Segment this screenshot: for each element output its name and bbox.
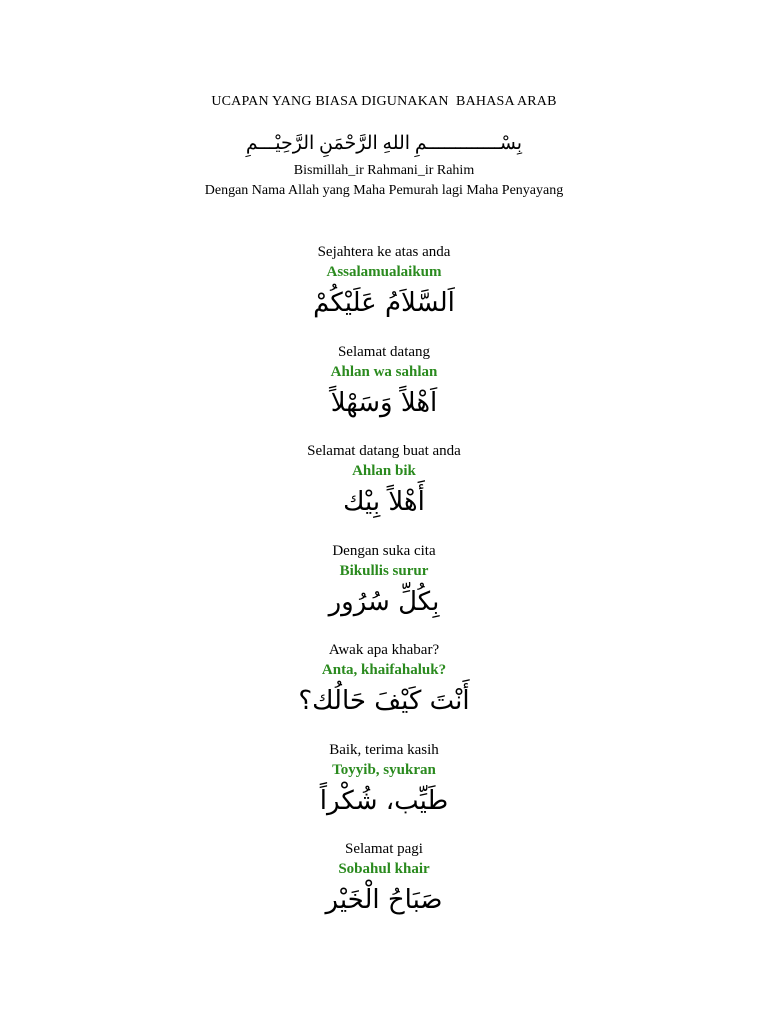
phrase-transliteration: Ahlan wa sahlan	[330, 364, 438, 380]
phrase-transliteration: Assalamualaikum	[326, 264, 442, 280]
phrase-block-sobahul-khair	[0, 839, 768, 919]
phrase-meaning: Sejahtera ke atas anda	[317, 244, 451, 260]
phrase-meaning: Dengan suka cita	[332, 543, 436, 559]
phrase-transliteration: Toyyib, syukran	[332, 762, 436, 778]
phrase-arabic: صَبَاحُ الْخَيْر	[325, 885, 443, 915]
phrase-arabic: اَهْلاً وَسَهْلاً	[330, 388, 438, 418]
bismillah-meaning: Dengan Nama Allah yang Maha Pemurah lagi Maha Penyayang	[204, 183, 564, 198]
phrase-transliteration: Sobahul khair	[338, 861, 430, 877]
phrase-transliteration: Bikullis surur	[339, 563, 429, 579]
phrase-transliteration: Ahlan bik	[352, 463, 416, 479]
phrase-arabic: طَيِّب، شُكْراً	[319, 786, 449, 816]
phrase-arabic: بِكُلِّ سُرُور	[328, 587, 440, 617]
bismillah-arabic: بِسْـــــــــــــمِ اللهِ الرَّحْمَنِ الرَّحِيْـــمِ	[245, 133, 523, 154]
phrase-meaning: Baik, terima kasih	[329, 742, 439, 758]
phrase-arabic: أَهْلاً بِيْك	[343, 487, 425, 517]
phrase-transliteration: Anta, khaifahaluk?	[321, 662, 447, 678]
phrase-meaning: Selamat datang	[337, 344, 431, 360]
phrase-block-ahlan-wa-sahlan	[0, 342, 768, 422]
phrase-meaning: Awak apa khabar?	[328, 642, 440, 658]
phrase-block-bikullis-surur	[0, 541, 768, 621]
phrase-block-assalamualaikum	[0, 242, 768, 322]
phrase-block-toyyib-syukran	[0, 740, 768, 820]
phrase-meaning: Selamat datang buat anda	[307, 443, 461, 459]
phrase-arabic: أَنْتَ كَيْفَ حَالُك؟	[298, 686, 470, 716]
phrase-block-anta-khaifahaluk	[0, 640, 768, 720]
bismillah-transliteration: Bismillah_ir Rahmani_ir Rahim	[293, 163, 475, 178]
phrase-arabic: اَلسَّلاَمُ عَلَيْكُمْ	[313, 288, 455, 318]
phrase-block-ahlan-bik	[0, 441, 768, 521]
phrase-meaning: Selamat pagi	[345, 841, 423, 857]
page-title: UCAPAN YANG BIASA DIGUNAKAN BAHASA ARAB	[211, 94, 557, 109]
